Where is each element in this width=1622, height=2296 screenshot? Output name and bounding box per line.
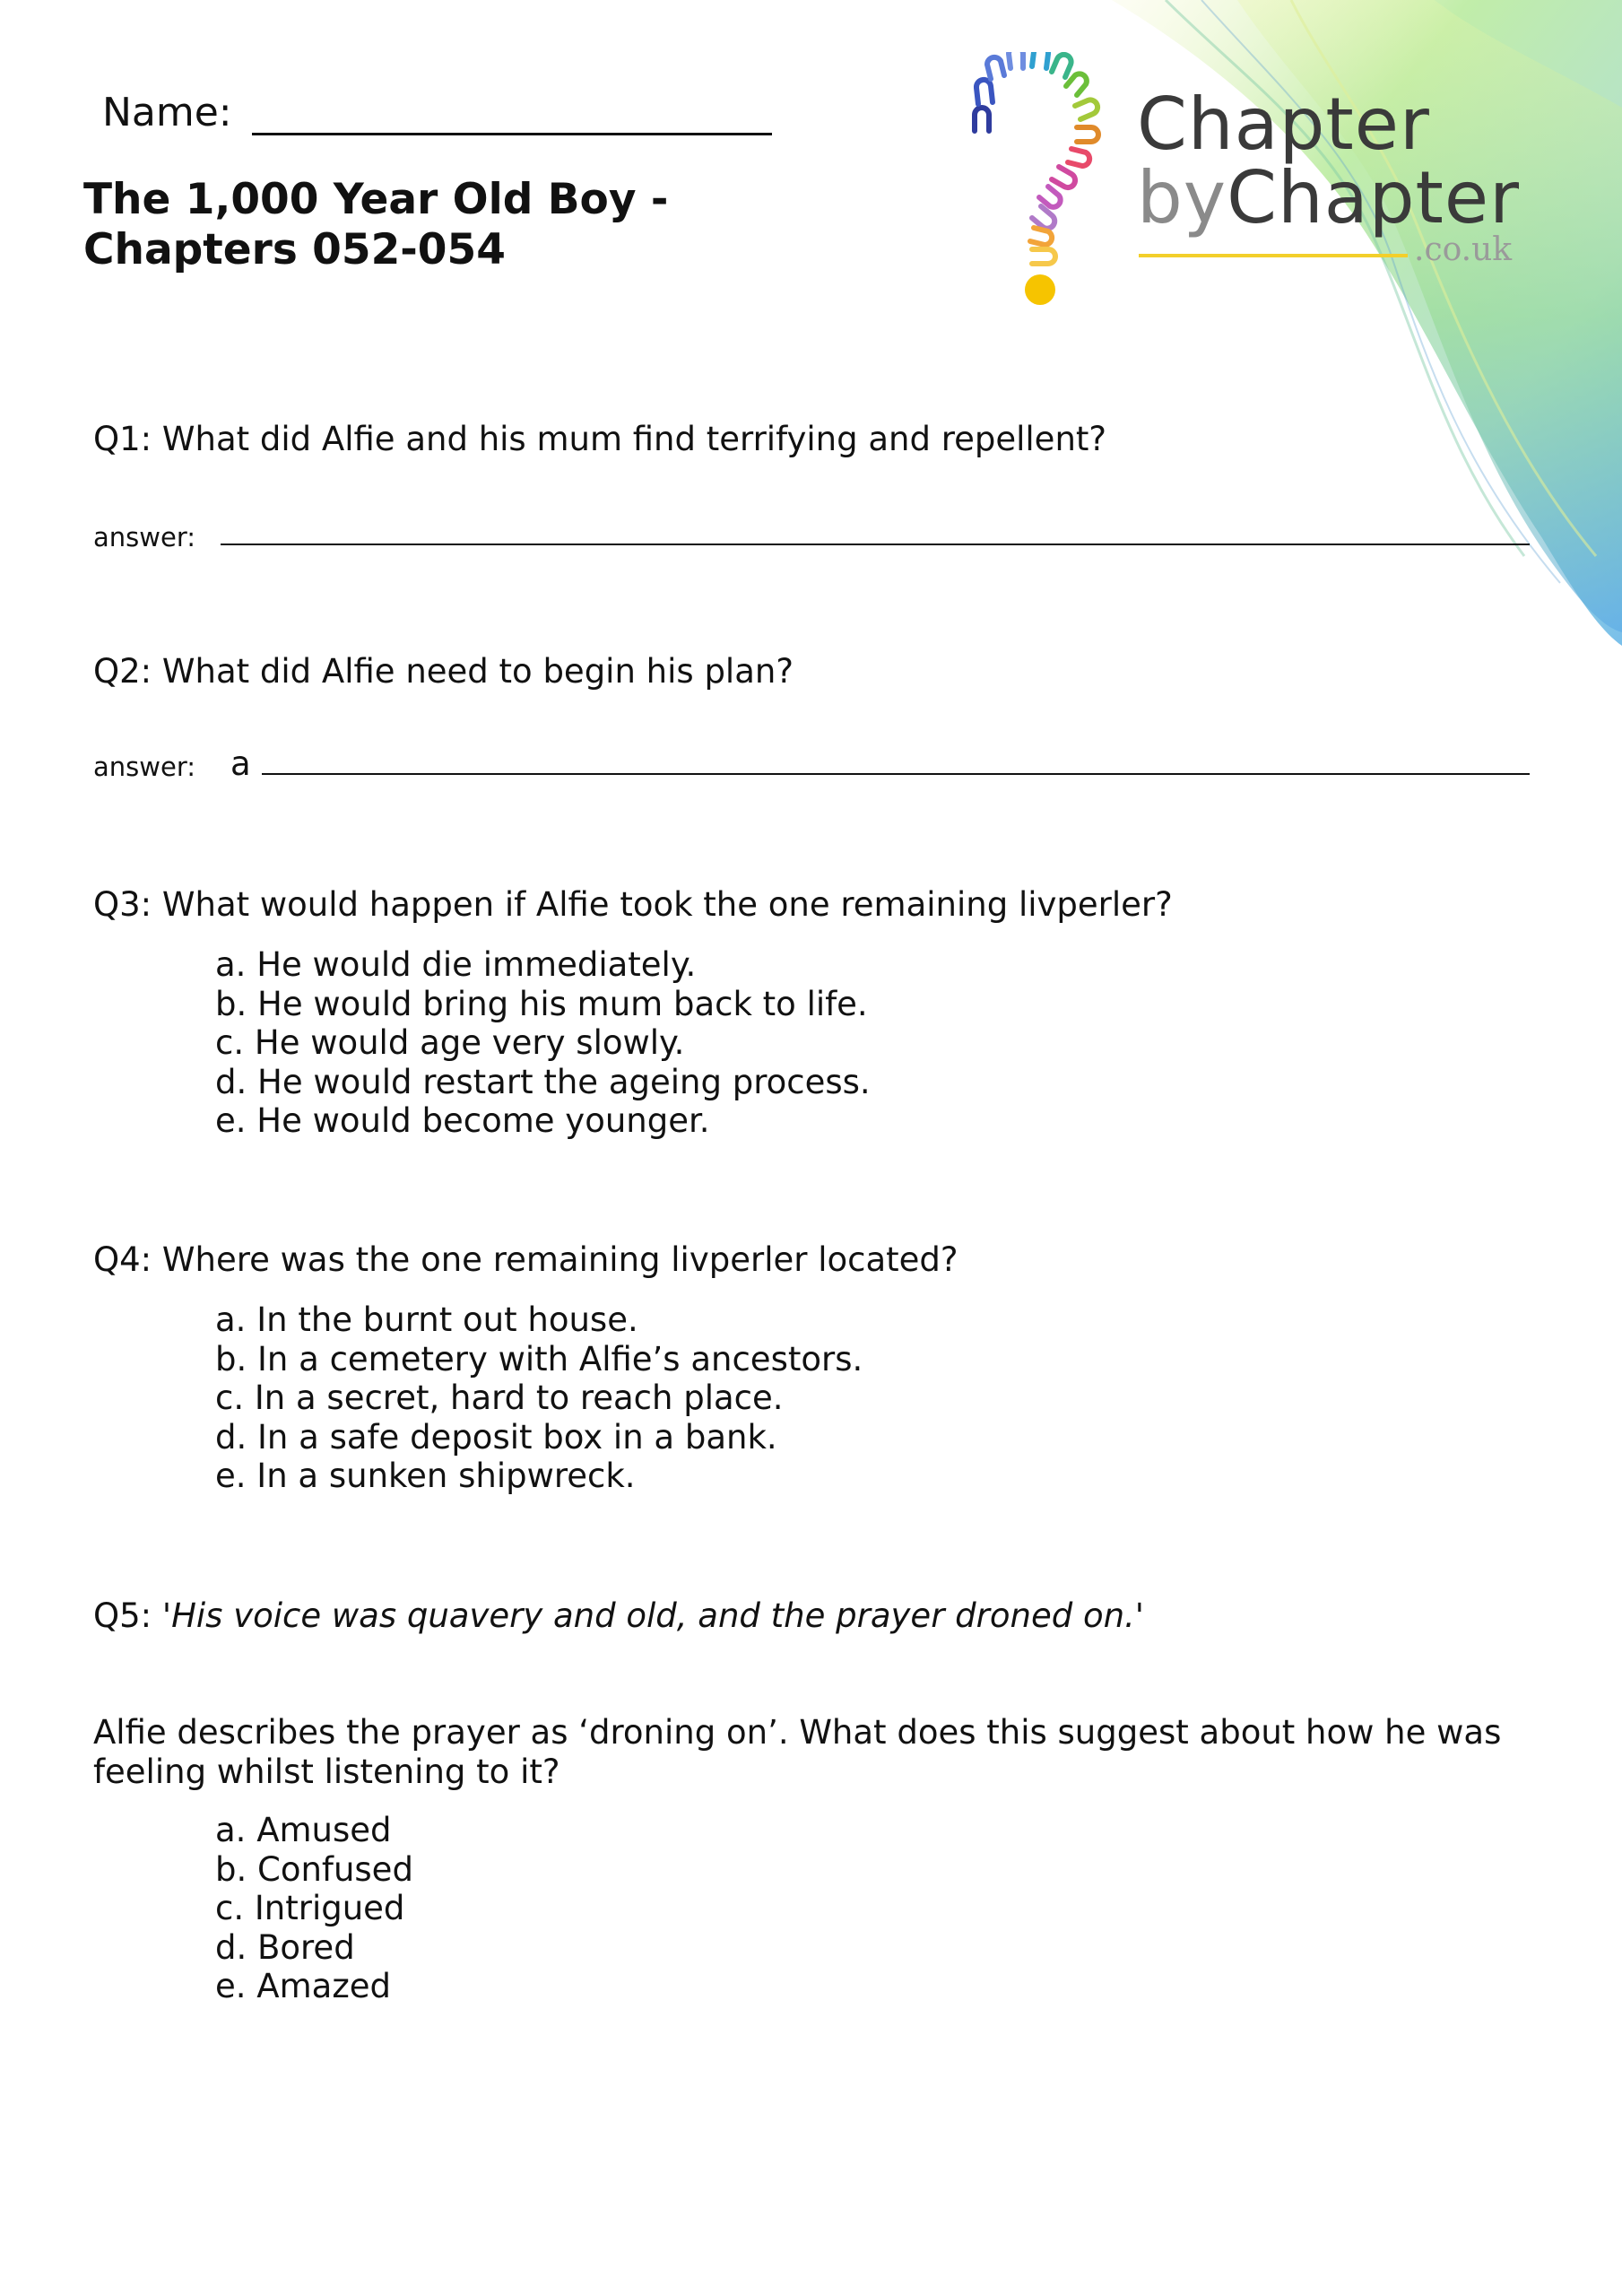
option-d[interactable]: d. He would restart the ageing process.: [215, 1062, 871, 1101]
question-3: [93, 885, 1528, 925]
option-e[interactable]: e. In a sunken shipwreck.: [215, 1457, 636, 1495]
question-5: [93, 1596, 1528, 1636]
logo-word-by: by: [1137, 156, 1227, 239]
option-a[interactable]: a. Amused: [215, 1811, 392, 1849]
answer-label: answer:: [93, 522, 196, 552]
logo-word-bychapter: [1137, 156, 1520, 239]
question-quote: 'His voice was quavery and old, and the prayer droned on.': [161, 1596, 1144, 1635]
book-question-mark-logo-icon: [964, 52, 1125, 314]
option-a[interactable]: a. He would die immediately.: [215, 945, 697, 984]
name-field-row: [102, 90, 772, 135]
answer-label: answer:: [93, 752, 196, 782]
logo-domain: .co.uk: [1414, 231, 1513, 268]
question-number: Q5:: [93, 1596, 152, 1635]
answer-prefix: a: [230, 744, 251, 783]
question-text: What did Alfie need to begin his plan?: [161, 652, 794, 691]
answer-line-q2[interactable]: [262, 773, 1530, 775]
option-d[interactable]: d. In a safe deposit box in a bank.: [215, 1417, 777, 1457]
question-2: [93, 652, 1528, 691]
question-text: What would happen if Alfie took the one remaining livperler?: [161, 885, 1173, 924]
worksheet-title: The 1,000 Year Old Boy - Chapters 052-054: [83, 175, 669, 274]
question-number: Q1:: [93, 420, 152, 458]
answer-line-q1[interactable]: [221, 544, 1530, 545]
option-e[interactable]: e. He would become younger.: [215, 1101, 710, 1140]
option-c[interactable]: c. He would age very slowly.: [215, 1023, 685, 1062]
question-text: What did Alfie and his mum find terrifying and repellent?: [161, 420, 1107, 458]
option-d[interactable]: d. Bored: [215, 1927, 355, 1967]
question-5-options: [215, 1811, 413, 2006]
question-1: [93, 420, 1528, 459]
option-b[interactable]: b. He would bring his mum back to life.: [215, 984, 868, 1023]
question-number: Q2:: [93, 652, 152, 691]
logo-underline: [1139, 254, 1408, 257]
chapter-by-chapter-logo: [1137, 83, 1520, 239]
option-c[interactable]: c. Intrigued: [215, 1889, 405, 1927]
question-number: Q3:: [93, 885, 152, 924]
option-c[interactable]: c. In a secret, hard to reach place.: [215, 1378, 784, 1417]
question-5-text: Alfie describes the prayer as ‘droning on’. What does this suggest about how he was feeling whilst listening to it?: [93, 1713, 1502, 1791]
question-number: Q4:: [93, 1240, 152, 1279]
question-4-options: [215, 1300, 863, 1496]
question-4: [93, 1240, 1528, 1280]
name-label: Name:: [102, 90, 232, 135]
logo-word-chapter: Chapter: [1137, 83, 1430, 166]
option-b[interactable]: b. Confused: [215, 1849, 413, 1889]
option-b[interactable]: b. In a cemetery with Alfie’s ancestors.: [215, 1339, 863, 1378]
option-e[interactable]: e. Amazed: [215, 1967, 391, 2005]
question-text: Where was the one remaining livperler located?: [161, 1240, 958, 1279]
name-blank-line[interactable]: [252, 90, 772, 135]
option-a[interactable]: a. In the burnt out house.: [215, 1300, 638, 1339]
question-3-options: [215, 945, 871, 1141]
logo-word-chapter-2: Chapter: [1227, 156, 1520, 239]
